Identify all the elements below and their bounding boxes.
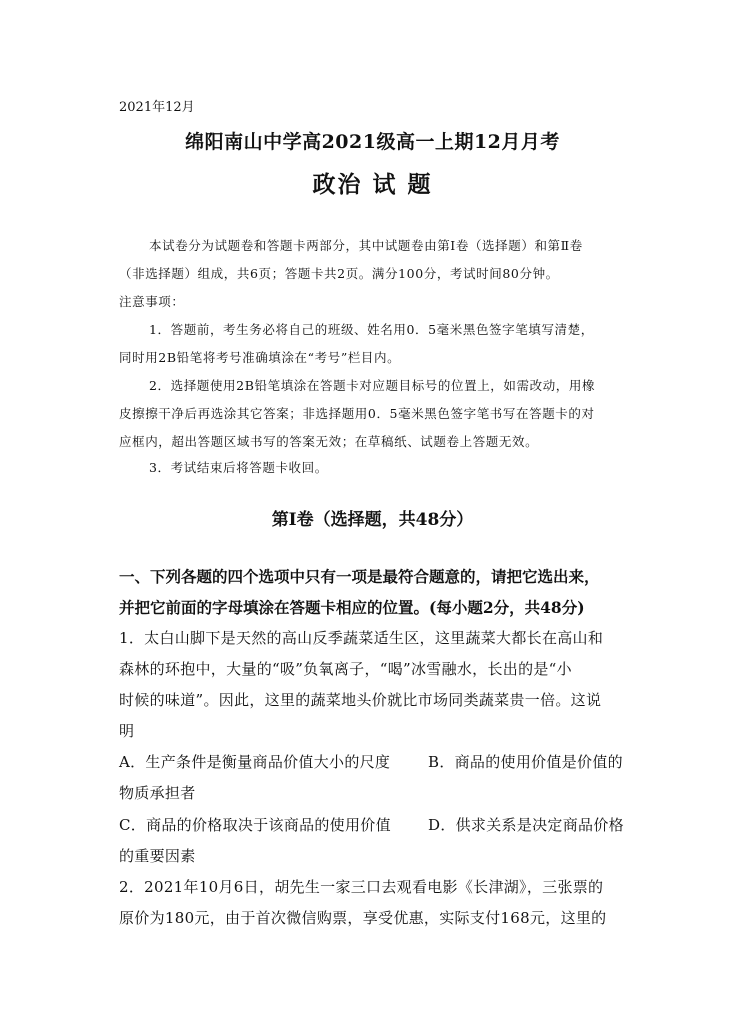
q1-option-a: A．生产条件是衡量商品价值大小的尺度 (119, 753, 391, 771)
q2-line-1: 2．2021年10月6日，胡先生一家三口去观看电影《长津湖》，三张票的 (119, 878, 604, 896)
note-item-3: 3．考试结束后将答题卡收回。 (149, 460, 328, 475)
q2-line-2: 原价为180元，由于首次微信购票，享受优惠，实际支付168元，这里的 (119, 909, 607, 927)
q1-option-c: C．商品的价格取决于该商品的使用价值 (119, 816, 391, 834)
q1-option-d: D．供求关系是决定商品价格 (428, 816, 624, 834)
subject-title: 政治 试 题 (312, 171, 433, 198)
note-item-2-line-2: 皮擦擦干净后再选涂其它答案；非选择题用0．5毫米黑色签字笔书写在答题卡的对 (119, 406, 595, 421)
part-instruction-line-2: 并把它前面的字母填涂在答题卡相应的位置。(每小题2分，共48分) (119, 598, 585, 617)
q1-option-b: B．商品的使用价值是价值的 (428, 753, 623, 771)
q1-line-1: 1．太白山脚下是天然的高山反季蔬菜适生区，这里蔬菜大都长在高山和 (119, 629, 604, 647)
note-item-2-line-1: 2．选择题使用2B铅笔填涂在答题卡对应题目标号的位置上，如需改动，用橡 (149, 378, 596, 393)
part-instruction-line-1: 一、下列各题的四个选项中只有一项是最符合题意的，请把它选出来， (119, 567, 600, 586)
note-item-1-line-1: 1．答题前，考生务必将自己的班级、姓名用0．5毫米黑色签字笔填写清楚， (149, 322, 594, 337)
section-title: 第Ⅰ卷（选择题，共48分） (271, 510, 474, 530)
q1-option-b-continued: 物质承担者 (119, 784, 196, 802)
q1-line-4: 明 (119, 722, 135, 740)
school-exam-title: 绵阳南山中学高2021级高一上期12月月考 (185, 131, 560, 153)
q1-line-3: 时候的味道”。因此，这里的蔬菜地头价就比市场同类蔬菜贵一倍。这说 (119, 691, 602, 709)
exam-date: 2021年12月 (119, 100, 195, 115)
q1-option-d-continued: 的重要因素 (119, 847, 196, 865)
notes-label: 注意事项： (119, 294, 185, 309)
note-item-1-line-2: 同时用2B铅笔将考号准确填涂在“考号”栏目内。 (119, 350, 401, 365)
intro-line-1: 本试卷分为试题卷和答题卡两部分，其中试题卷由第Ⅰ卷（选择题）和第Ⅱ卷 (149, 238, 583, 253)
note-item-2-line-3: 应框内，超出答题区域书写的答案无效；在草稿纸、试题卷上答题无效。 (119, 434, 539, 449)
intro-line-2: （非选择题）组成，共6页；答题卡共2页。满分100分，考试时间80分钟。 (119, 266, 559, 281)
q1-line-2: 森林的环抱中，大量的“吸”负氧离子，“喝”冰雪融水，长出的是“小 (119, 660, 572, 678)
